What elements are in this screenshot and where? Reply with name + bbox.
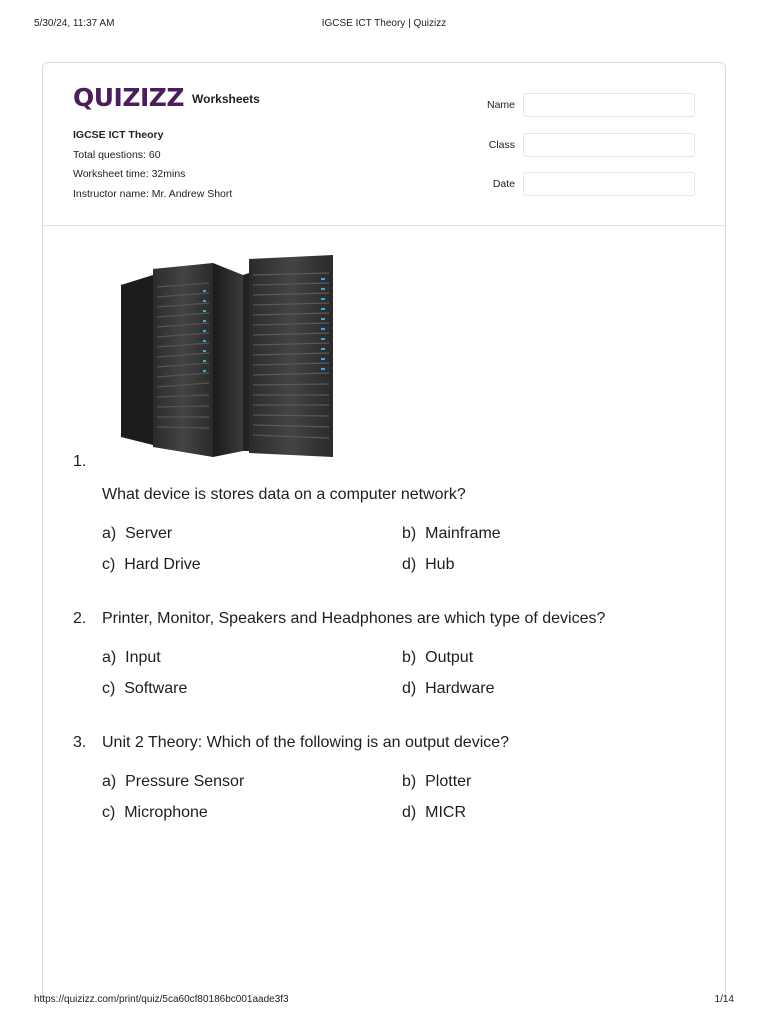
class-field[interactable]: [523, 133, 695, 157]
question-text: Printer, Monitor, Speakers and Headphones are which type of devices?: [102, 610, 606, 627]
print-header: [34, 18, 734, 32]
worksheet-header: [43, 63, 725, 226]
instructor-name: Instructor name: Mr. Andrew Short: [73, 187, 233, 200]
quizizz-logo: QUIZIZZ: [73, 83, 185, 112]
answer-option[interactable]: a) Server: [102, 525, 173, 542]
worksheet-title: IGCSE ICT Theory: [73, 129, 164, 141]
date-label: Date: [492, 178, 515, 190]
worksheet-time: Worksheet time: 32mins: [73, 168, 186, 180]
answer-option[interactable]: d) MICR: [402, 804, 466, 821]
brand: [73, 85, 260, 110]
answer-option[interactable]: d) Hardware: [402, 680, 495, 697]
total-questions: Total questions: 60: [73, 148, 161, 161]
question-number: 2.: [73, 610, 87, 627]
answer-option[interactable]: b) Output: [402, 649, 474, 666]
answer-option[interactable]: b) Mainframe: [402, 525, 501, 542]
print-page-title: IGCSE ICT Theory | Quizizz: [321, 18, 447, 29]
name-label: Name: [486, 99, 515, 111]
answer-option[interactable]: c) Microphone: [102, 804, 208, 821]
answer-option[interactable]: d) Hub: [402, 556, 455, 573]
print-page-number: 1/14: [714, 994, 734, 1005]
date-field[interactable]: [523, 172, 695, 196]
print-footer: [34, 994, 734, 1008]
question-text: Unit 2 Theory: Which of the following is an output device?: [102, 734, 510, 751]
answer-option[interactable]: a) Pressure Sensor: [102, 773, 245, 790]
answer-option[interactable]: b) Plotter: [402, 773, 472, 790]
question-number: 1.: [73, 453, 87, 470]
name-field[interactable]: [523, 93, 695, 117]
date-row: [473, 172, 695, 196]
name-row: [473, 93, 695, 117]
print-datetime: 5/30/24, 11:37 AM: [34, 18, 115, 29]
question-number: 3.: [73, 734, 87, 751]
logo-subtitle: Worksheets: [192, 91, 260, 106]
answer-option[interactable]: c) Hard Drive: [102, 556, 201, 573]
answer-option[interactable]: c) Software: [102, 680, 188, 697]
server-racks-image: [103, 245, 335, 469]
question-text: What device is stores data on a computer network?: [102, 486, 466, 503]
worksheet-sheet: [42, 62, 726, 1002]
print-url: https://quizizz.com/print/quiz/5ca60cf80186bc001aade3f3: [34, 994, 289, 1005]
worksheet-meta: [73, 126, 232, 204]
class-row: [473, 133, 695, 157]
answer-option[interactable]: a) Input: [102, 649, 161, 666]
class-label: Class: [488, 139, 515, 151]
